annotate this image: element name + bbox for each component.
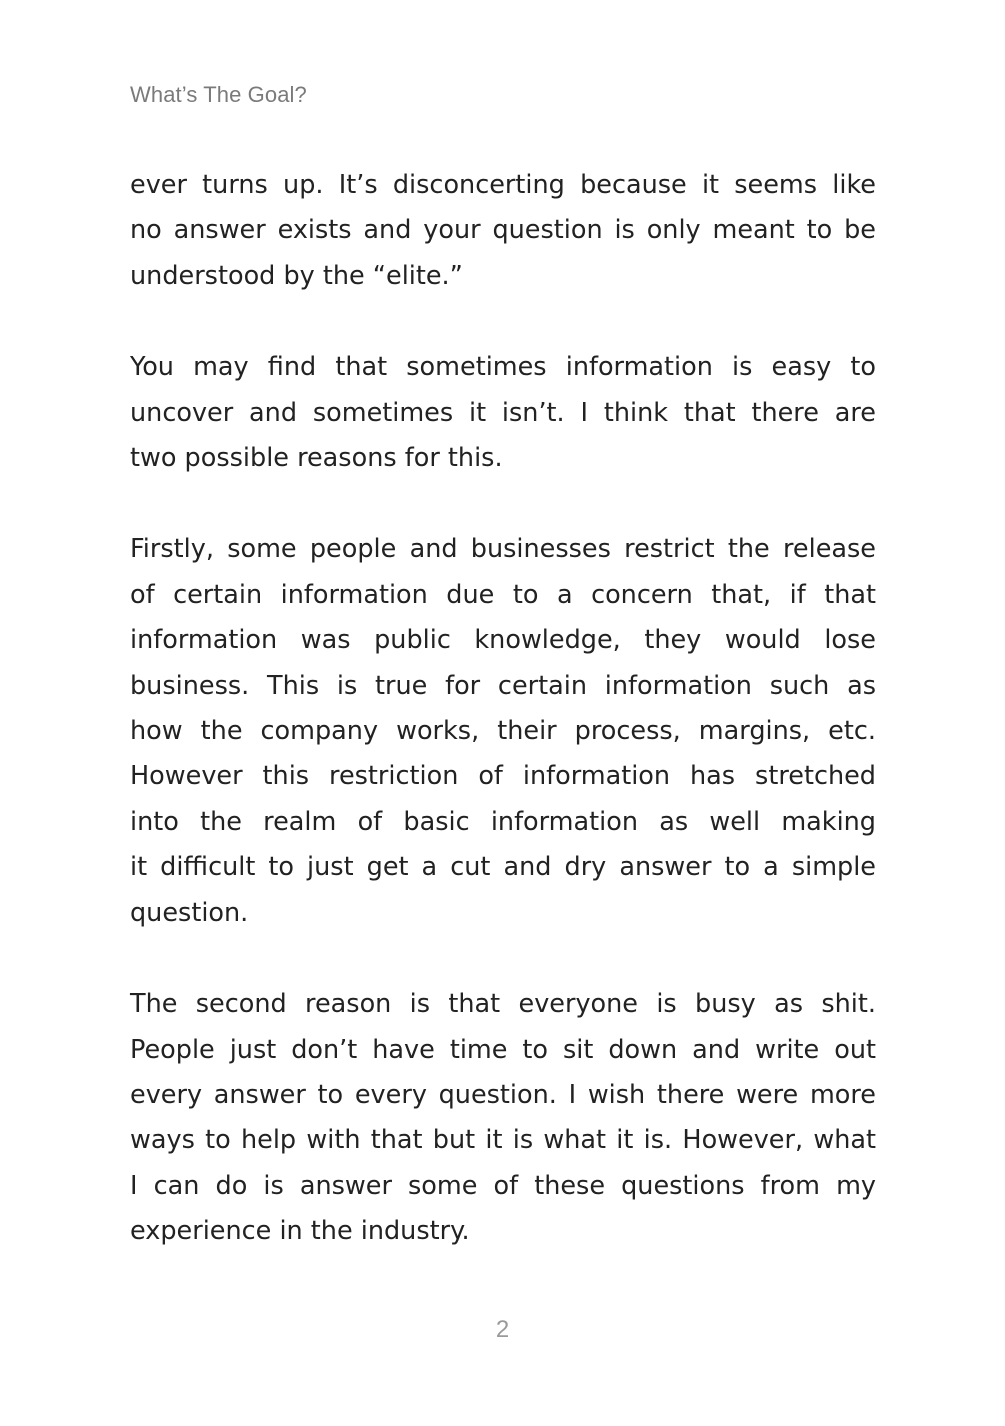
- text-line: You may find that sometimes information is easy to: [130, 352, 876, 383]
- page-number: 2: [495, 1316, 510, 1343]
- text-line: every answer to every question. I wish there were more: [130, 1079, 876, 1110]
- text-line: how the company works, their process, margins, etc.: [130, 716, 876, 747]
- text-line: of certain information due to a concern that, if that: [130, 579, 876, 610]
- paragraph-2: [130, 345, 876, 481]
- text-line: into the realm of basic information as well making: [130, 806, 876, 837]
- running-header: What’s The Goal?: [130, 82, 307, 107]
- paragraph-3: [130, 527, 876, 936]
- text-line: I can do is answer some of these questions from my: [130, 1170, 876, 1201]
- text-line: business. This is true for certain information such as: [130, 670, 876, 701]
- text-line: ways to help with that but it is what it is. However, what: [130, 1125, 876, 1156]
- text-line: The second reason is that everyone is busy as shit.: [130, 989, 876, 1020]
- text-line: question.: [130, 897, 249, 928]
- text-line: information was public knowledge, they would lose: [130, 625, 876, 656]
- text-line: experience in the industry.: [130, 1216, 470, 1247]
- text-line: ever turns up. It’s disconcerting because it seems like: [130, 170, 876, 200]
- text-line: However this restriction of information has stretched: [130, 761, 876, 792]
- body-text: [130, 163, 876, 1301]
- text-line: it difficult to just get a cut and dry answer to a simple: [130, 852, 876, 883]
- paragraph-1: [130, 163, 876, 299]
- text-line: uncover and sometimes it isn’t. I think that there are: [130, 397, 876, 428]
- text-line: no answer exists and your question is only meant to be: [130, 215, 876, 246]
- text-line: Firstly, some people and businesses restrict the release: [130, 534, 876, 565]
- text-line: understood by the “elite.”: [130, 260, 463, 291]
- text-line: People just don’t have time to sit down and write out: [130, 1034, 876, 1065]
- paragraph-4: [130, 982, 876, 1254]
- text-line: two possible reasons for this.: [130, 443, 503, 474]
